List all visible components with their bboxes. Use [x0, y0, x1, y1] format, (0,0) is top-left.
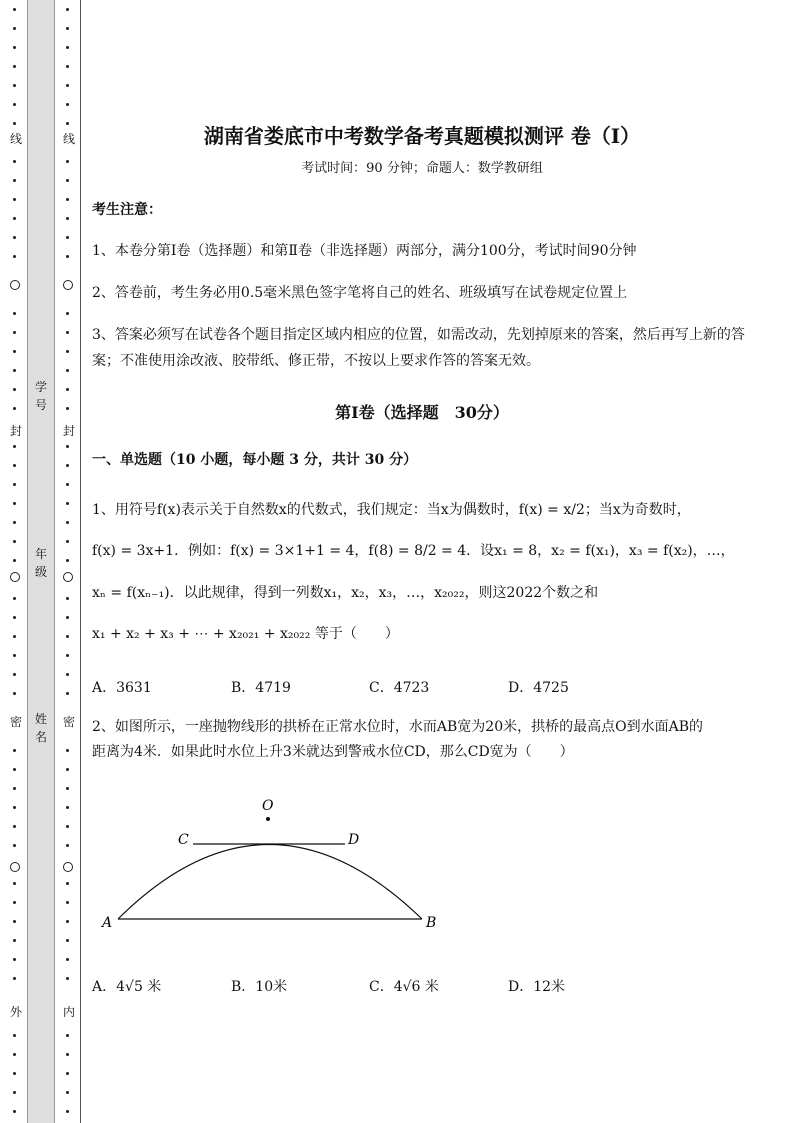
- binding-dot: [66, 616, 69, 619]
- binding-dot: [13, 635, 16, 638]
- vertex-point-o: [266, 817, 270, 821]
- binding-char: 密: [62, 715, 75, 729]
- exam-info: 考试时间：90 分钟；命题人：数学教研组: [301, 161, 543, 176]
- binding-dot: [13, 236, 16, 239]
- binding-dot: [13, 350, 16, 353]
- notice-item-2: 2、答卷前，考生务必用0.5毫米黑色签字笔将自己的姓名、班级填写在试卷规定位置上: [92, 285, 628, 301]
- binding-dot: [13, 179, 16, 182]
- notice-item-3: 3、答案必须写在试卷各个题目指定区域内相应的位置，如需改动，先划掉原来的答案，然后再写上新的答案；不准使用涂改液、胶带纸、修正带，不按以上要求作答的答案无效。: [92, 327, 745, 369]
- binding-dot: [66, 46, 69, 49]
- student-info-band: [27, 0, 55, 1123]
- binding-dot: [13, 46, 16, 49]
- binding-dot: [66, 407, 69, 410]
- binding-dot: [66, 331, 69, 334]
- notice-heading: 考生注意：: [92, 202, 162, 218]
- page-title: 湖南省娄底市中考数学备考真题模拟测评 卷（Ⅰ）: [203, 124, 641, 148]
- binding-dot: [66, 369, 69, 372]
- binding-dot: [13, 806, 16, 809]
- binding-dot: [66, 255, 69, 258]
- band-label-student-number: 学号: [34, 380, 47, 412]
- binding-dot: [13, 103, 16, 106]
- binding-dot: [66, 749, 69, 752]
- binding-dot: [13, 825, 16, 828]
- binding-dot: [66, 1091, 69, 1094]
- binding-dot: [13, 882, 16, 885]
- binding-char: 内: [62, 1005, 75, 1019]
- binding-dot: [66, 350, 69, 353]
- binding-dot: [66, 27, 69, 30]
- binding-hole: [10, 280, 20, 290]
- binding-dot: [66, 654, 69, 657]
- binding-dot: [66, 825, 69, 828]
- binding-dot: [13, 977, 16, 980]
- binding-dot: [13, 768, 16, 771]
- band-label-name: 姓名: [34, 712, 47, 744]
- binding-char: 线: [62, 132, 75, 146]
- q1-option-b: B．4719: [231, 680, 291, 696]
- binding-dot: [66, 844, 69, 847]
- binding-dot: [66, 502, 69, 505]
- binding-dot: [13, 65, 16, 68]
- binding-dot: [66, 312, 69, 315]
- binding-dot: [66, 920, 69, 923]
- binding-dot: [13, 1034, 16, 1037]
- binding-dot: [13, 198, 16, 201]
- binding-dot: [66, 217, 69, 220]
- binding-dot: [66, 179, 69, 182]
- binding-dot: [66, 1110, 69, 1113]
- binding-dot: [66, 540, 69, 543]
- notice-item-1: 1、本卷分第Ⅰ卷（选择题）和第Ⅱ卷（非选择题）两部分，满分100分，考试时间90分钟: [92, 243, 637, 259]
- binding-dot: [66, 635, 69, 638]
- q1-option-d: D．4725: [508, 680, 569, 696]
- bridge-arch-figure: [92, 790, 452, 940]
- q1-option-a: A．3631: [92, 680, 152, 696]
- parabola-arch: [118, 845, 422, 920]
- binding-dot: [13, 160, 16, 163]
- binding-dot: [13, 464, 16, 467]
- binding-dot: [66, 8, 69, 11]
- binding-dot: [13, 217, 16, 220]
- q2-option-b: B．10米: [231, 979, 288, 995]
- label-b: B: [426, 915, 437, 931]
- binding-dot: [13, 483, 16, 486]
- binding-dot: [66, 1034, 69, 1037]
- q2-line-2: 距离为4米．如果此时水位上升3米就达到警戒水位CD，那么CD宽为（ ）: [92, 744, 574, 760]
- binding-dot: [13, 521, 16, 524]
- binding-dot: [66, 692, 69, 695]
- binding-dot: [13, 122, 16, 125]
- q2-option-a: A．4√5 米: [92, 979, 162, 995]
- binding-dot: [66, 597, 69, 600]
- binding-strip-outer: [8, 0, 24, 1123]
- q2-option-c: C．4√6 米: [369, 979, 439, 995]
- binding-dot: [13, 540, 16, 543]
- q1-option-c: C．4723: [369, 680, 430, 696]
- label-c: C: [178, 832, 189, 848]
- binding-hole: [63, 862, 73, 872]
- section-title: 第Ⅰ卷（选择题 30分）: [335, 403, 509, 422]
- binding-dot: [66, 84, 69, 87]
- binding-hole: [63, 280, 73, 290]
- binding-dot: [13, 1072, 16, 1075]
- binding-dot: [66, 958, 69, 961]
- label-d: D: [348, 832, 360, 848]
- binding-dot: [66, 160, 69, 163]
- part-heading: 一、单选题（10 小题，每小题 3 分，共计 30 分）: [92, 452, 418, 468]
- binding-dot: [13, 312, 16, 315]
- binding-dot: [13, 369, 16, 372]
- binding-dot: [66, 236, 69, 239]
- binding-strip-inner: [61, 0, 77, 1123]
- binding-char: 封: [62, 424, 75, 438]
- binding-char: 外: [9, 1005, 22, 1019]
- binding-dot: [13, 844, 16, 847]
- binding-hole: [10, 572, 20, 582]
- binding-dot: [66, 521, 69, 524]
- binding-dot: [13, 673, 16, 676]
- margin-line: [80, 0, 81, 1123]
- binding-dot: [13, 8, 16, 11]
- binding-hole: [63, 572, 73, 582]
- binding-dot: [13, 616, 16, 619]
- binding-dot: [66, 198, 69, 201]
- band-label-grade: 年级: [34, 547, 47, 579]
- binding-dot: [66, 1072, 69, 1075]
- binding-dot: [13, 445, 16, 448]
- binding-dot: [13, 84, 16, 87]
- q2-option-d: D．12米: [508, 979, 566, 995]
- binding-dot: [13, 255, 16, 258]
- binding-dot: [13, 787, 16, 790]
- binding-dot: [66, 939, 69, 942]
- binding-dot: [13, 559, 16, 562]
- q1-line-1: 1、用符号f(x)表示关于自然数x的代数式，我们规定：当x为偶数时，f(x) = x/2；当x为奇数时，: [92, 502, 691, 518]
- binding-dot: [66, 977, 69, 980]
- binding-dot: [66, 388, 69, 391]
- binding-dot: [13, 27, 16, 30]
- label-o: O: [262, 798, 274, 814]
- binding-dot: [66, 445, 69, 448]
- binding-dot: [13, 1053, 16, 1056]
- binding-dot: [66, 1053, 69, 1056]
- binding-dot: [66, 65, 69, 68]
- binding-char: 线: [9, 132, 22, 146]
- binding-dot: [13, 407, 16, 410]
- binding-dot: [66, 787, 69, 790]
- binding-dot: [66, 483, 69, 486]
- q2-line-1: 2、如图所示，一座抛物线形的拱桥在正常水位时，水而AB宽为20米，拱桥的最高点O到水面AB的: [92, 719, 703, 735]
- binding-hole: [10, 862, 20, 872]
- label-a: A: [102, 915, 113, 931]
- binding-char: 密: [9, 715, 22, 729]
- binding-dot: [13, 920, 16, 923]
- binding-dot: [66, 768, 69, 771]
- binding-dot: [66, 464, 69, 467]
- binding-dot: [13, 597, 16, 600]
- binding-dot: [66, 901, 69, 904]
- binding-dot: [66, 122, 69, 125]
- binding-dot: [13, 958, 16, 961]
- binding-dot: [66, 673, 69, 676]
- binding-char: 封: [9, 424, 22, 438]
- binding-dot: [13, 939, 16, 942]
- binding-dot: [66, 559, 69, 562]
- binding-dot: [13, 1091, 16, 1094]
- binding-dot: [66, 806, 69, 809]
- q1-line-3: xₙ = f(xₙ₋₁)．以此规律，得到一列数x₁，x₂，x₃，…，x₂₀₂₂，则这2022个数之和: [92, 585, 599, 601]
- q1-line-2: f(x) = 3x+1．例如：f(x) = 3×1+1 = 4，f(8) = 8/2 = 4．设x₁ = 8，x₂ = f(x₁)，x₃ = f(x₂)，…，: [92, 543, 735, 559]
- binding-dot: [13, 331, 16, 334]
- binding-dot: [13, 502, 16, 505]
- binding-dot: [13, 1110, 16, 1113]
- binding-dot: [13, 901, 16, 904]
- binding-dot: [13, 749, 16, 752]
- q1-line-4: x₁ + x₂ + x₃ + ⋯ + x₂₀₂₁ + x₂₀₂₂ 等于（ ）: [92, 626, 399, 642]
- binding-dot: [66, 103, 69, 106]
- binding-dot: [13, 388, 16, 391]
- binding-dot: [13, 692, 16, 695]
- binding-dot: [66, 882, 69, 885]
- binding-dot: [13, 654, 16, 657]
